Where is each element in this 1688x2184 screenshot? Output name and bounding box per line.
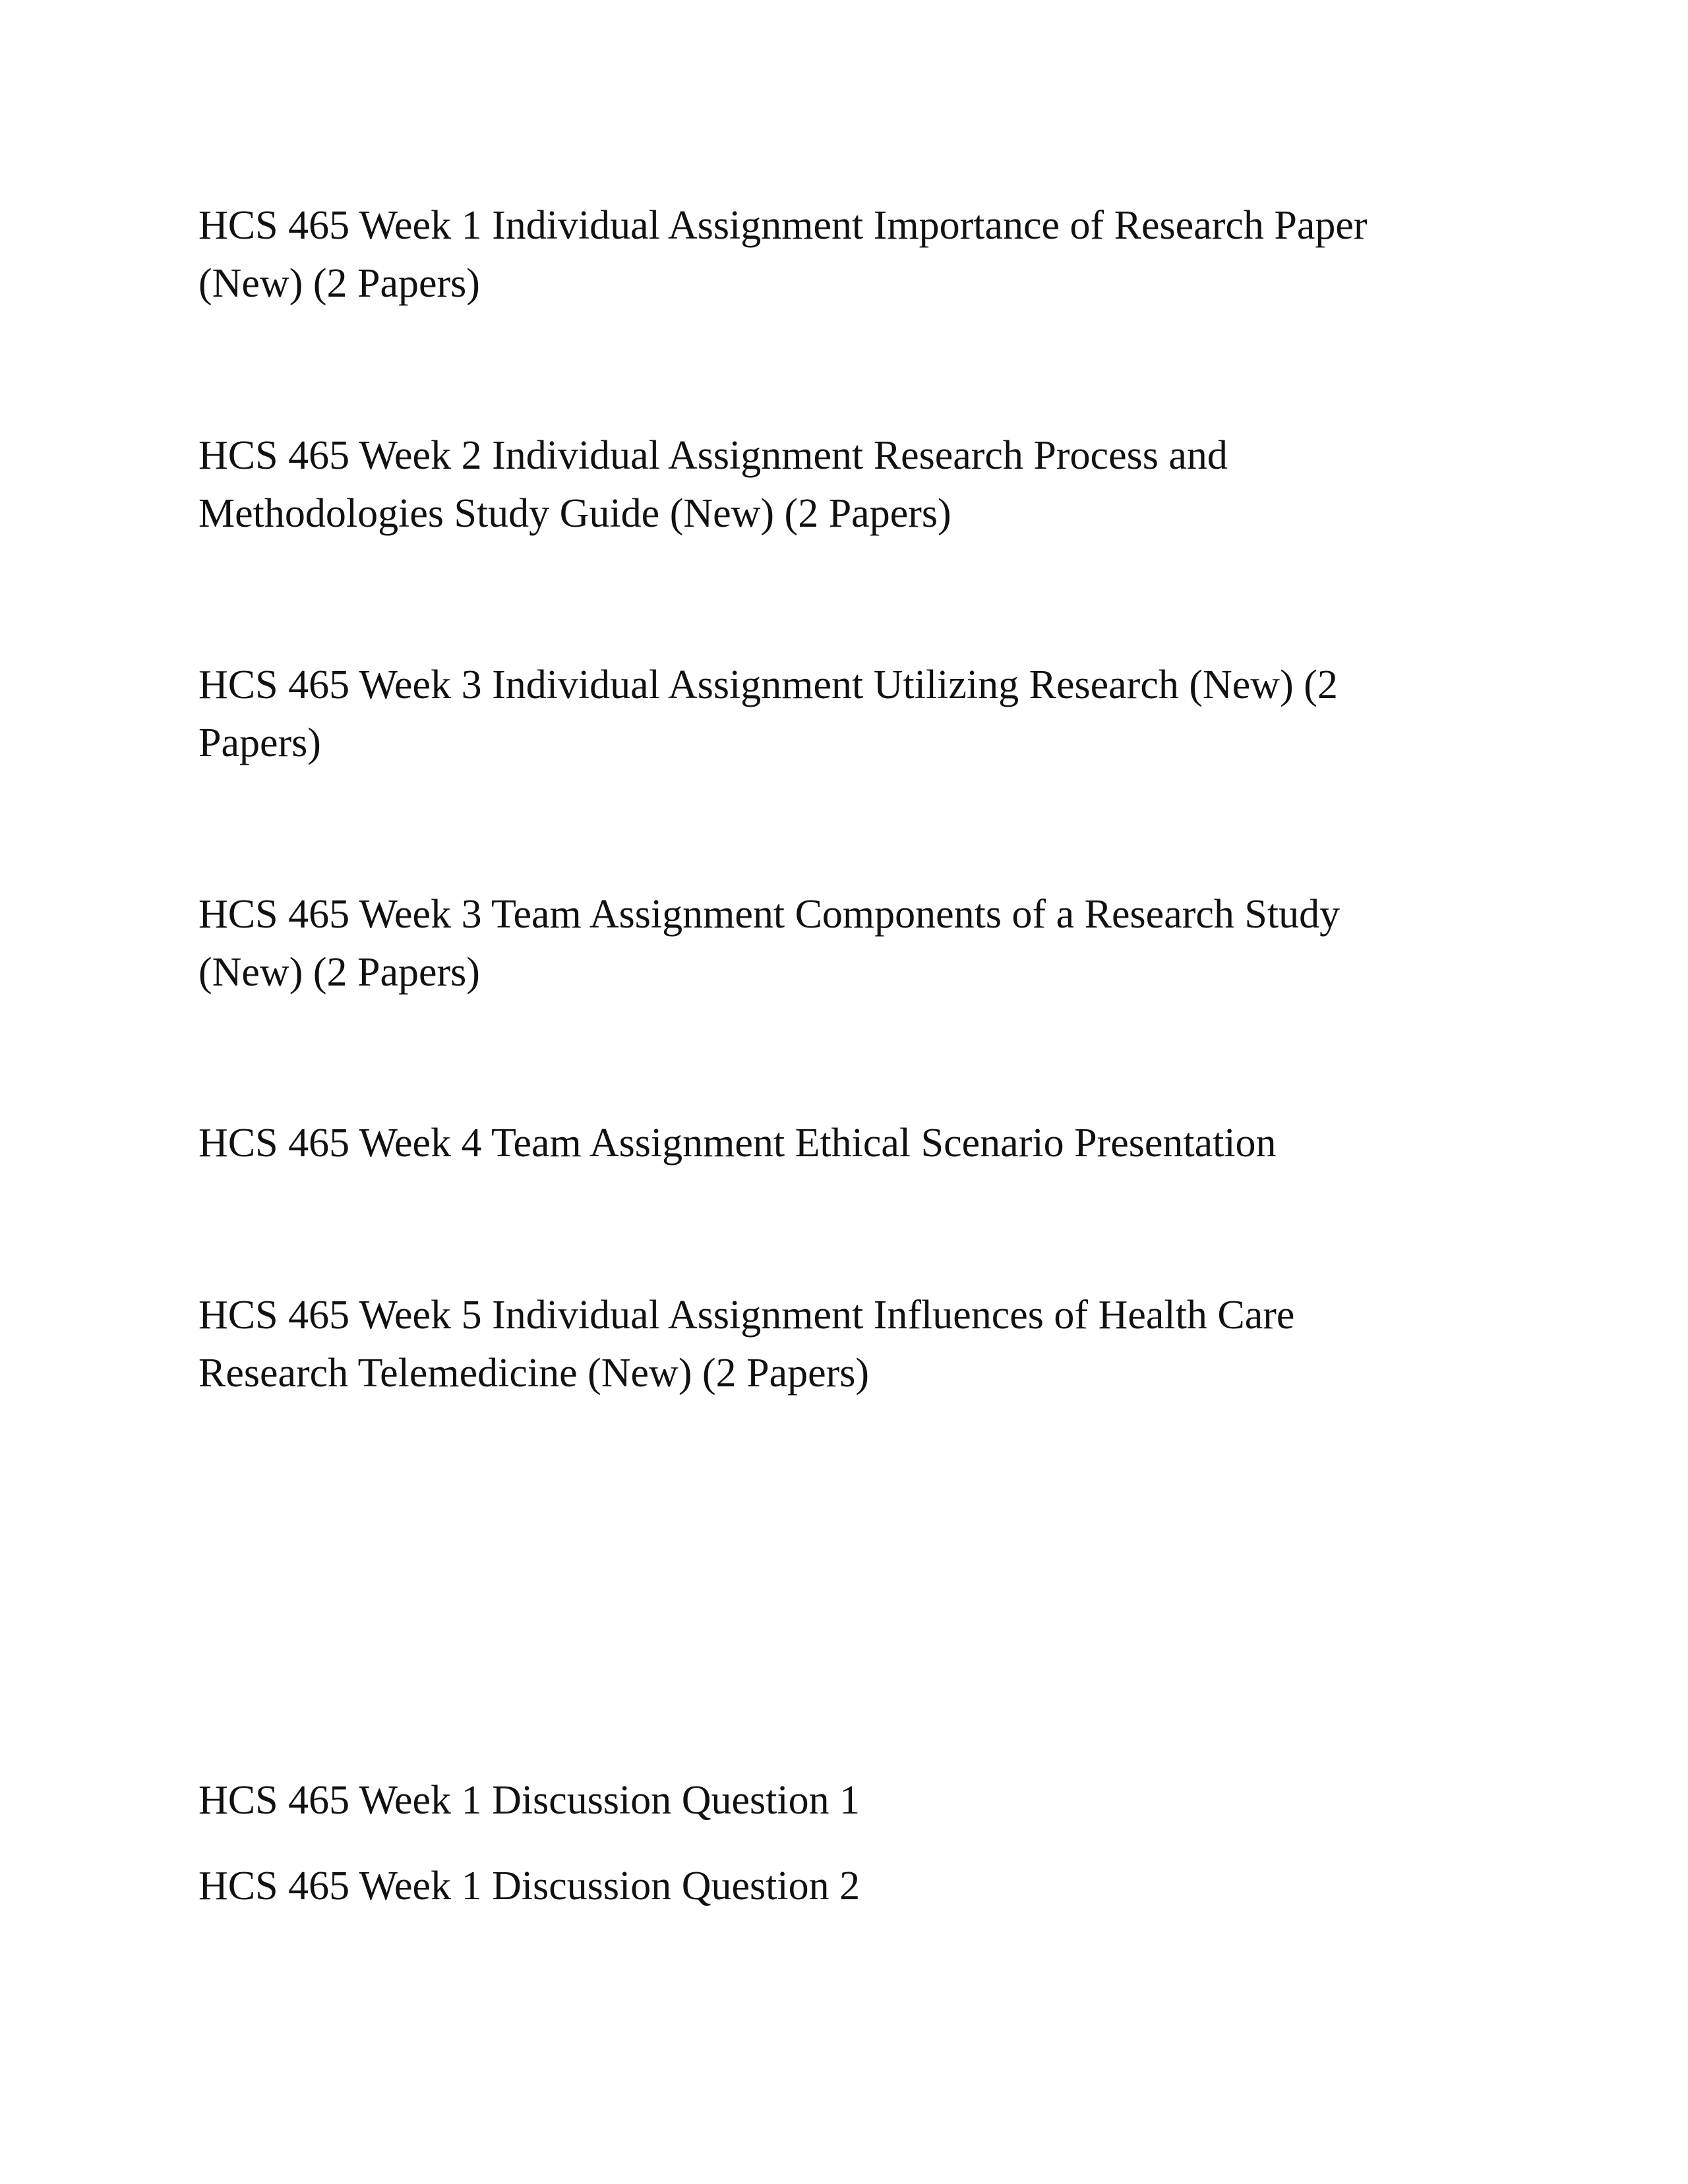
assignment-line: Methodologies Study Guide (New) (2 Papers)	[198, 491, 951, 536]
assignment-line: Papers)	[198, 721, 321, 765]
discussion-item	[198, 1857, 1517, 1915]
assignment-item-week3-individual	[198, 656, 1517, 772]
assignment-line: HCS 465 Week 5 Individual Assignment Influences of Health Care	[198, 1293, 1295, 1338]
assignment-item-week4-team	[198, 1114, 1517, 1172]
assignment-line: HCS 465 Week 2 Individual Assignment Research Process and	[198, 433, 1228, 478]
assignment-line: HCS 465 Week 1 Individual Assignment Importance of Research Paper	[198, 203, 1368, 248]
assignment-line: (New) (2 Papers)	[198, 950, 480, 995]
assignment-item-week3-team	[198, 885, 1517, 1001]
assignment-item-week2-individual	[198, 427, 1517, 543]
assignment-line: (New) (2 Papers)	[198, 261, 480, 306]
discussion-line: HCS 465 Week 1 Discussion Question 1	[198, 1778, 860, 1823]
discussion-line: HCS 465 Week 1 Discussion Question 2	[198, 1864, 860, 1908]
assignment-item-week5-individual	[198, 1286, 1517, 1402]
assignment-line: HCS 465 Week 3 Team Assignment Components of a Research Study	[198, 892, 1341, 937]
discussion-item	[198, 1771, 1517, 1829]
assignment-line: Research Telemedicine (New) (2 Papers)	[198, 1351, 870, 1396]
assignment-item-week1-individual	[198, 196, 1517, 312]
assignment-line: HCS 465 Week 4 Team Assignment Ethical Scenario Presentation	[198, 1121, 1277, 1166]
assignment-line: HCS 465 Week 3 Individual Assignment Utilizing Research (New) (2	[198, 663, 1338, 707]
